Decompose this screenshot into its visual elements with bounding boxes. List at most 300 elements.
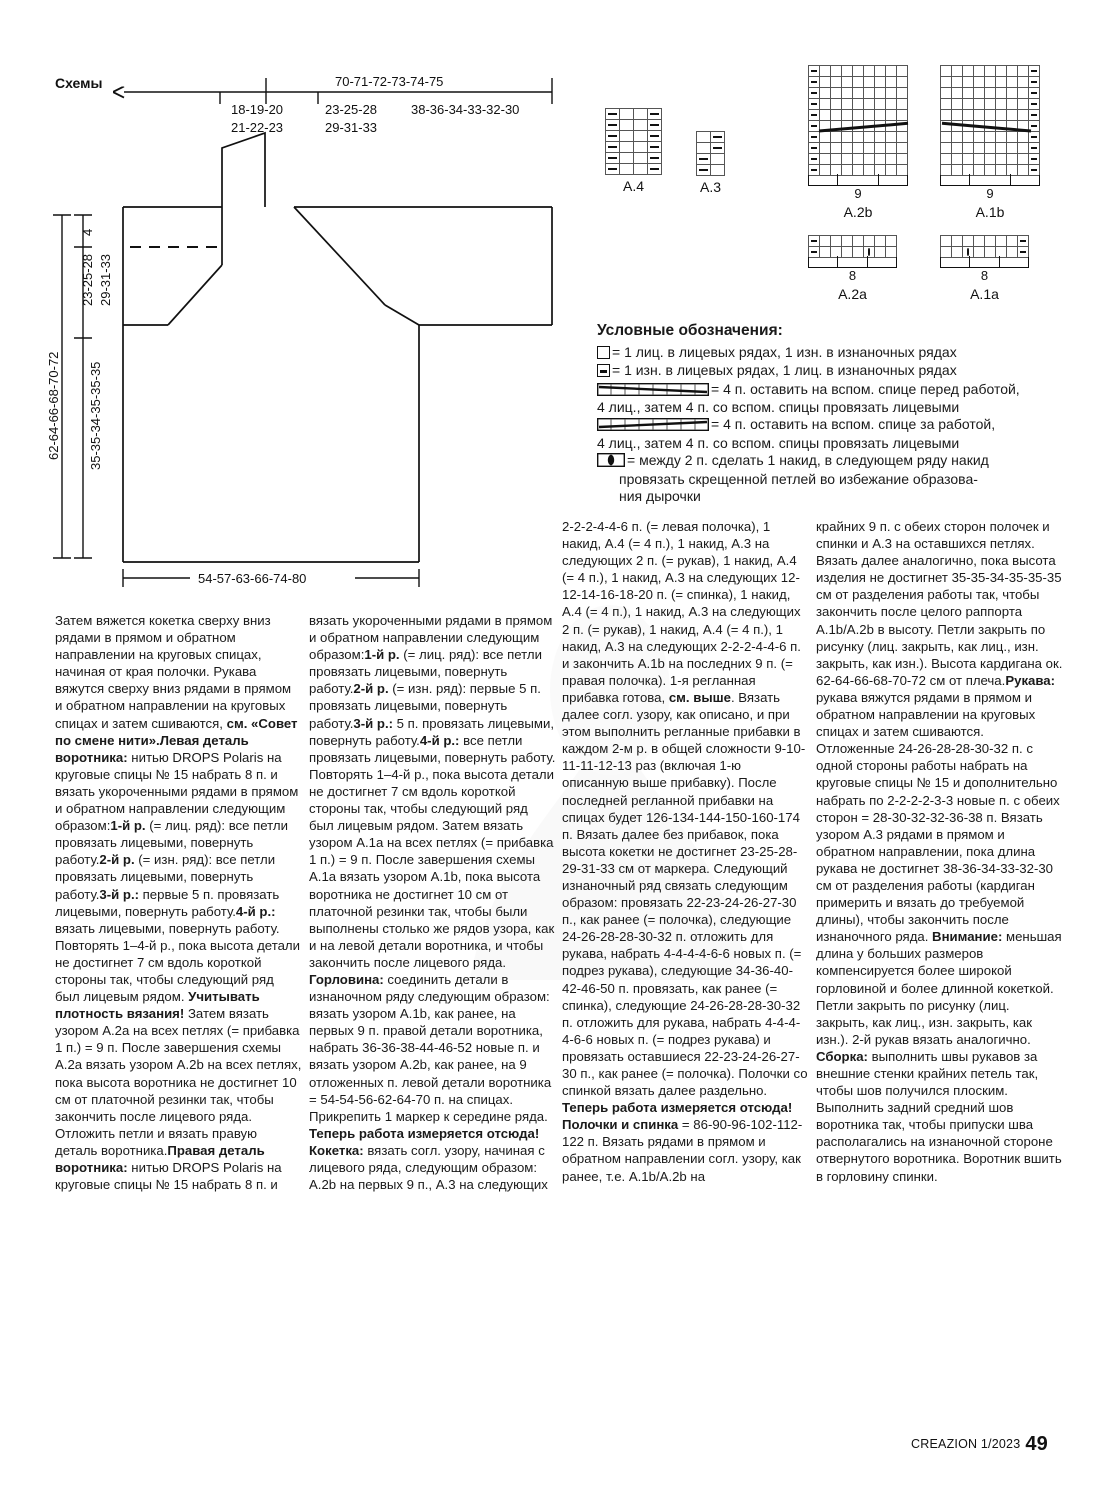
schematic-bottom-width: 54-57-63-66-74-80 [198,571,307,586]
chart-cell [831,66,842,77]
chart-a3-label: A.3 [699,179,721,195]
chart-cell [952,77,963,88]
chart-cell [941,66,952,77]
chart-cell [1007,132,1018,143]
chart-cell [634,164,648,175]
chart-cell [1018,247,1029,258]
chart-cell [711,154,725,165]
chart-cell [1018,110,1029,121]
chart-cell [963,121,974,132]
chart-cell [875,121,886,132]
chart-cell [853,236,864,247]
chart-cell [820,236,831,247]
chart-cell [1007,247,1018,258]
schematic-top-seg1: 18-19-20 [231,102,284,117]
chart-cell [963,132,974,143]
chart-cell [941,154,952,165]
chart-cell [853,77,864,88]
chart-cell [842,165,853,176]
chart-a2b-label: A.2b [843,204,873,220]
chart-cell [952,88,963,99]
schematic-title: Схемы [55,75,103,91]
chart-cell [897,77,908,88]
chart-cell [875,132,886,143]
chart-a1b-label: A.1b [975,204,1005,220]
chart-cell [941,77,952,88]
chart-a2b-width: 9 [854,186,862,201]
chart-a1a-width-bar [940,257,1029,268]
chart-cell [941,165,952,176]
emphasis-text: Теперь работа измеряется отсюда! [309,1125,540,1141]
chart-cell [897,66,908,77]
chart-cell [1007,165,1018,176]
chart-cell [853,66,864,77]
chart-cell [985,110,996,121]
chart-cell [897,165,908,176]
chart-cell [963,154,974,165]
chart-cell [974,99,985,110]
chart-cell [648,109,662,120]
chart-cell [606,153,620,164]
chart-cell [897,132,908,143]
emphasis-text: Теперь работа измеряется отсюда! [562,1100,793,1116]
chart-cell [963,88,974,99]
schematic-left-yoke: 23-25-28 [80,253,95,306]
chart-cell [974,236,985,247]
chart-cell [831,143,842,154]
chart-row [606,131,662,142]
chart-row [606,164,662,175]
chart-cell [831,247,842,258]
chart-cell [941,247,952,258]
chart-cell [831,236,842,247]
schematic-left-small: 4 [80,228,95,236]
chart-cell [864,247,875,258]
chart-cell [1007,66,1018,77]
chart-cell [864,121,875,132]
chart-cell [620,131,634,142]
legend-item-cable-back-text: = 4 п. оставить на вспом. спице за работой, [711,416,996,433]
chart-cell [897,110,908,121]
emphasis-text: 4-й р.: [235,903,276,919]
chart-cell [620,142,634,153]
chart-cell [985,77,996,88]
chart-cell [809,88,820,99]
chart-cell [886,247,897,258]
chart-cell [875,110,886,121]
chart-row [809,165,908,176]
chart-cell [842,77,853,88]
chart-cell [648,142,662,153]
chart-cell [996,247,1007,258]
chart-cell [996,88,1007,99]
chart-cell [809,236,820,247]
chart-cell [1018,88,1029,99]
chart-cell [897,154,908,165]
chart-cell [864,77,875,88]
chart-a1b [940,65,1040,220]
legend-item-cable-front-cont: 4 лиц., затем 4 п. со вспом. спицы провязать лицевыми [597,399,960,416]
chart-cell [820,154,831,165]
chart-cell [1007,154,1018,165]
chart-cell [996,236,1007,247]
chart-row [606,153,662,164]
chart-cell [1029,66,1040,77]
emphasis-text: Горловина: [309,971,384,987]
chart-cell [952,236,963,247]
chart-cell [634,120,648,131]
chart-cell [952,247,963,258]
chart-cell [974,143,985,154]
chart-a1b-width-bar [940,175,1040,186]
chart-cell [864,88,875,99]
chart-row [809,88,908,99]
chart-cell [1007,236,1018,247]
chart-cell [1029,99,1040,110]
chart-cell [952,99,963,110]
legend-item-cable-back-cont: 4 лиц., затем 4 п. со вспом. спицы провязать лицевыми [597,434,960,451]
chart-row [809,77,908,88]
chart-cell [952,154,963,165]
emphasis-text: Рукава: [1005,672,1056,688]
chart-cell [864,132,875,143]
chart-cell [648,164,662,175]
chart-cell [952,132,963,143]
chart-cell [809,110,820,121]
legend [597,322,1067,505]
chart-cell [963,66,974,77]
chart-cell [842,154,853,165]
chart-cell [831,88,842,99]
chart-cell [1029,110,1040,121]
chart-cell [620,109,634,120]
chart-cell [963,247,974,258]
chart-cell [697,165,711,176]
chart-cell [963,110,974,121]
chart-cell [697,143,711,154]
emphasis-text: Полочки и спинка [562,1117,679,1133]
chart-cell [831,110,842,121]
chart-row [941,132,1040,143]
chart-cell [886,66,897,77]
chart-cell [853,132,864,143]
chart-a3 [696,131,725,195]
chart-cell [996,77,1007,88]
chart-row [941,99,1040,110]
chart-cell [974,247,985,258]
chart-cell [886,143,897,154]
chart-cell [974,132,985,143]
chart-cell [853,154,864,165]
chart-cell [711,143,725,154]
column-1-body: Затем вяжется кокетка сверху вниз рядами в прямом и обратном направлении на круговых спицах, начиная от края полочки. Рукава вяжутся сверху вниз рядами в прямом и обратном направлении на круговых спицах и затем сшиваются, см. «Совет по смене нити».Левая деталь воротника: нитью DROPS Polaris на круговые спицы № 15 набрать 8 п. и вязать укороченными рядами в прямом и обратном направлении следующим образом:1-й р. (= лиц. ряд): все петли провязать лицевыми, повернуть работу.2-й р. (= изн. ряд): все петли провязать лицевыми, повернуть работу.3-й р.: первые 5 п. провязать лицевыми, повернуть работу.4-й р.: вязать лицевыми, повернуть работу. Повторять 1–4-й р., пока высота детали не достигнет 7 см вдоль короткой стороны так, чтобы следующий ряд был лицевым рядом. Учитывать плотность вязания! Затем вязать узором A.2a на всех петлях (= прибавка 1 п.) = 9 п. После завершения схемы A.2a вязать узором A.2b на всех петлях, пока высота воротника не достигнет 10 см от платочной резинки так, чтобы закончить после лицевого ряда. Отложить петли и вязать правую деталь воротника.Правая деталь воротника: нитью DROPS Polaris на круговые спицы № 15 набрать 8 п. и [55,613,302,1193]
chart-cell [1029,154,1040,165]
chart-cell [634,109,648,120]
chart-row [697,154,725,165]
chart-row [941,110,1040,121]
chart-cell [820,132,831,143]
chart-row [941,88,1040,99]
chart-cell [711,165,725,176]
column-3-body: 2-2-2-4-4-6 п. (= левая полочка), 1 накид, A.4 (= 4 п.), 1 накид, A.3 на следующих 2 п. (= рукав), 1 накид, A.4 (= 4 п.), 1 накид, A.3 на следующих 12-12-14-16-18-20 п. (= спинка), 1 накид, A.4 (= 4 п.), 1 накид, A.3 на следующих 2 п. (= рукав), 1 накид, A.4 (= 4 п.), 1 накид, A.3 на следующих 2-2-2-4-4-6 п. и закончить A.1b на последних 9 п. (= правая полочка). 1-я регланная прибавка готова, см. выше. Вязать далее согл. узору, как описано, и при этом выполнить регланные прибавки в каждом 2-м р. в общей сложности 9-10-11-11-12-13 раз (включая 1-ю описанную выше прибавку). После последней регланной прибавки на спицах будет 126-134-144-150-160-174 п. Вязать далее без прибавок, пока высота кокетки не достигнет 23-25-28-29-31-33 см от маркера. Следующий изнаночный ряд связать следующим образом: провязать 22-23-24-26-27-30 п., как ранее (= полочка), следующие 24-26-28-28-30-32 п. отложить для рукава, набрать 4-4-4-4-6-6 новых п. (= подрез рукава), следующие 34-36-40-42-46-50 п. провязать, как ранее (= спинка), следующие 24-26-28-28-30-32 п. отложить для рукава, набрать 4-4-4-4-6-6 новых п. (= подрез рукава) и провязать оставшиеся 22-23-24-26-27-30 п., как ранее (= полочка). Полочки со спинкой вязать далее раздельно. Теперь работа измеряется отсюда!Полочки и спинка = 86-90-96-102-112-122 п. Вязать рядами в прямом и обратном направлении согл. узору, как ранее, т.е. A.1b/A.2b на [562,519,808,1184]
chart-a2a-label: A.2a [838,286,867,302]
legend-item-yarn-over-text: = между 2 п. сделать 1 накид, в следующем ряду накид [627,452,989,469]
chart-cell [864,66,875,77]
chart-cell [606,164,620,175]
chart-cell [996,66,1007,77]
chart-cell [996,99,1007,110]
chart-cell [1018,77,1029,88]
emphasis-text: Внимание: [932,929,1003,945]
chart-cell [1007,77,1018,88]
chart-cell [853,165,864,176]
chart-cell [853,121,864,132]
cable-front-icon [597,383,709,396]
chart-cell [809,121,820,132]
chart-a1a-grid [940,235,1029,258]
chart-cell [831,77,842,88]
chart-cell [886,236,897,247]
chart-cell [697,154,711,165]
chart-cell [985,99,996,110]
chart-cell [1029,88,1040,99]
chart-cell [606,131,620,142]
chart-row [697,165,725,176]
legend-item-knit [597,344,1067,361]
chart-cell [963,77,974,88]
chart-cell [974,110,985,121]
emphasis-text: 1-й р. [364,647,400,663]
chart-cell [820,247,831,258]
chart-cell [606,109,620,120]
chart-cell [1029,165,1040,176]
chart-cell [1018,99,1029,110]
chart-row [606,109,662,120]
chart-cell [820,88,831,99]
chart-cell [985,66,996,77]
chart-a1a [940,235,1029,302]
emphasis-text: 3-й р.: [99,886,139,902]
chart-cell [985,247,996,258]
chart-cell [820,143,831,154]
chart-cell [1018,165,1029,176]
chart-a2b [808,65,908,220]
chart-cell [963,143,974,154]
chart-row [809,236,897,247]
chart-row [809,99,908,110]
chart-cell [648,131,662,142]
chart-cell [941,132,952,143]
chart-cell [996,110,1007,121]
chart-row [809,66,908,77]
emphasis-text: Левая деталь воротника: [55,732,249,765]
chart-cell [853,247,864,258]
chart-cell [897,88,908,99]
chart-cell [648,153,662,164]
chart-cell [996,165,1007,176]
schematic-left-body: 35-35-34-35-35-35 [88,361,103,470]
chart-cell [809,154,820,165]
text-column-2 [309,612,556,1193]
chart-cell [941,88,952,99]
chart-cell [864,236,875,247]
chart-row [941,236,1029,247]
chart-cell [985,143,996,154]
chart-cell [941,143,952,154]
chart-row [941,154,1040,165]
chart-a2a-grid [808,235,897,258]
chart-cell [711,132,725,143]
schematic-top-seg3: 38-36-34-33-32-30 [411,102,520,117]
chart-cell [809,99,820,110]
chart-row [941,165,1040,176]
page-footer [911,1433,1048,1456]
schematic-left-total: 62-64-66-68-70-72 [46,351,61,460]
chart-cell [606,142,620,153]
chart-a4-label: A.4 [622,178,644,194]
chart-a1a-width: 8 [980,268,989,283]
chart-cell [875,165,886,176]
chart-cell [974,165,985,176]
chart-cell [1007,99,1018,110]
chart-cell [875,247,886,258]
chart-cell [1007,143,1018,154]
chart-cell [1007,110,1018,121]
emphasis-text: 4-й р.: [419,732,460,748]
chart-cell [952,165,963,176]
chart-cell [875,66,886,77]
chart-cell [974,154,985,165]
chart-cell [985,132,996,143]
chart-cell [620,164,634,175]
text-column-4 [816,518,1063,1185]
column-2-body: вязать укороченными рядами в прямом и обратном направлении следующим образом:1-й р. (= лиц. ряд): все петли провязать лицевыми, повернуть работу.2-й р. (= изн. ряд): первые 5 п. провязать лицевыми, повернуть работу.3-й р.: 5 п. провязать лицевыми, повернуть работу.4-й р.: все петли провязать лицевыми, повернуть работу. Повторять 1–4-й р., пока высота детали не достигнет 7 см вдоль короткой стороны так, чтобы следующий ряд был лицевым рядом. Затем вязать узором A.1a на всех петлях (= прибавка 1 п.) = 9 п. После завершения схемы A.1a вязать узором A.1b, пока высота воротника не достигнет 10 см от платочной резинки так, чтобы были выполнены столько же рядов узора, как и на левой детали воротника, и чтобы закончить после лицевого ряда. Горловина: соединить детали в изнаночном ряду следующим образом: вязать узором A.1b, как ранее, на первых 9 п. правой детали воротника, набрать 36-36-38-44-46-52 новые п. и вязать узором A.2b, как ранее, на 9 отложенных п. левой детали воротника = 54-54-56-62-64-70 п. на спицах. Прикрепить 1 маркер к середине ряда. Теперь работа измеряется отсюда!Кокетка: вязать согл. узору, начиная с лицевого ряда, следующим образом: A.2b на первых 9 п., A.3 на следующих [309,613,556,1193]
chart-cell [634,131,648,142]
chart-cell [831,132,842,143]
emphasis-text: Сборка: [816,1048,868,1064]
chart-cell [1029,121,1040,132]
chart-cell [634,142,648,153]
yarn-over-icon [597,453,625,467]
chart-cell [1018,121,1029,132]
schematic-top-total: 70-71-72-73-74-75 [335,74,444,89]
chart-row [941,66,1040,77]
chart-cell [897,143,908,154]
chart-cell [974,121,985,132]
chart-cell [809,165,820,176]
schematic-left-yoke-b: 29-31-33 [98,253,113,306]
page-number: 49 [1025,1433,1048,1455]
chart-cell [985,165,996,176]
chart-cell [853,110,864,121]
chart-row [697,132,725,143]
chart-cell [974,77,985,88]
emphasis-text: 1-й р. [110,818,146,834]
purl-stitch-icon [597,364,610,377]
chart-cell [875,236,886,247]
chart-cell [941,110,952,121]
chart-row [809,143,908,154]
chart-cell [1029,143,1040,154]
chart-cell [886,165,897,176]
chart-cell [842,110,853,121]
chart-cell [842,132,853,143]
chart-row [941,143,1040,154]
legend-item-cable-back [597,416,1067,433]
chart-cell [853,143,864,154]
chart-cell [985,236,996,247]
chart-a1b-grid [940,65,1040,176]
chart-cell [842,121,853,132]
chart-cell [985,154,996,165]
text-column-1 [55,612,302,1193]
chart-cell [820,165,831,176]
chart-cell [897,121,908,132]
chart-cell [974,66,985,77]
cable-back-icon [597,418,709,431]
chart-cell [842,247,853,258]
chart-cell [809,77,820,88]
emphasis-text: Правая деталь воротника: [55,1142,265,1175]
chart-cell [634,153,648,164]
chart-cell [831,165,842,176]
chart-cell [1029,77,1040,88]
chart-row [941,247,1029,258]
chart-cell [820,77,831,88]
chart-cell [842,143,853,154]
chart-a4 [605,108,662,194]
chart-cell [620,153,634,164]
chart-cell [886,99,897,110]
text-column-3 [562,518,809,1185]
chart-cell [886,77,897,88]
chart-cell [809,66,820,77]
chart-cell [875,143,886,154]
schematic-top-seg2: 23-25-28 [325,102,378,117]
chart-cell [1007,88,1018,99]
chart-cell [941,99,952,110]
chart-cell [820,66,831,77]
chart-cell [886,88,897,99]
chart-row [809,154,908,165]
chart-a3-grid [696,131,725,176]
chart-cell [985,121,996,132]
chart-cell [1018,143,1029,154]
chart-cell [820,99,831,110]
legend-item-purl [597,362,1067,379]
chart-cell [1007,121,1018,132]
chart-row [809,132,908,143]
chart-cell [963,165,974,176]
chart-cell [809,132,820,143]
chart-row [697,143,725,154]
chart-cell [996,121,1007,132]
legend-item-yarn-over-cont2: ния дырочки [619,487,701,504]
emphasis-text: Учитывать плотность вязания! [55,989,260,1022]
chart-cell [886,132,897,143]
chart-cell [1018,154,1029,165]
chart-cell [864,154,875,165]
chart-cell [875,99,886,110]
chart-a1a-label: A.1a [970,286,999,302]
chart-a2a-width-bar [808,257,897,268]
chart-cell [864,110,875,121]
knit-stitch-icon [597,346,610,359]
chart-cell [952,143,963,154]
chart-cell [996,154,1007,165]
chart-cell [864,143,875,154]
chart-a2b-width-bar [808,175,908,186]
